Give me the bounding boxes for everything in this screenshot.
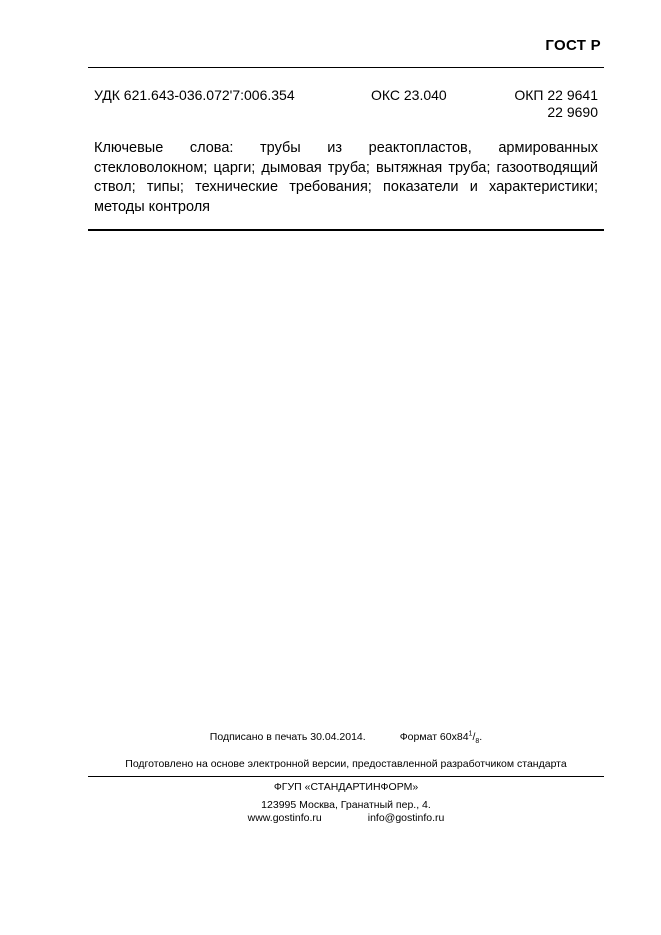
footer-divider: [88, 776, 604, 777]
signed-to-print: Подписано в печать 30.04.2014.: [209, 731, 366, 743]
oks-code: ОКС 23.040: [371, 87, 447, 103]
okp-code-line-1: ОКП 22 9641: [514, 87, 598, 103]
okp-code-line-2: 22 9690: [547, 104, 598, 120]
prepared-note: Подготовлено на основе электронной версии, предоставленной разработчиком стандарта: [125, 758, 567, 770]
okp-code: [514, 87, 598, 121]
keywords-divider: [88, 229, 604, 231]
publisher-address: 123995 Москва, Гранатный пер., 4.: [261, 799, 431, 811]
top-divider: [88, 67, 604, 68]
keywords-paragraph: Ключевые слова: трубы из реактопластов, армированных стекловолокном; царги; дымовая труба; вытяжная труба; газоотводящий ствол; типы; технические требования; показатели и характеристики; методы контроля: [94, 140, 598, 215]
publisher-name: ФГУП «СТАНДАРТИНФОРМ»: [273, 781, 419, 793]
standard-designation: ГОСТ Р: [545, 37, 601, 54]
paper-format: Формат $60x84^1/_8$.: [399, 730, 483, 746]
website-link[interactable]: www.gostinfo.ru: [247, 812, 322, 824]
publisher-contacts: [88, 812, 604, 824]
email-link[interactable]: info@gostinfo.ru: [367, 812, 445, 824]
udk-code: УДК 621.643-036.072'7:006.354: [94, 87, 295, 103]
print-signature-line: [88, 730, 604, 746]
